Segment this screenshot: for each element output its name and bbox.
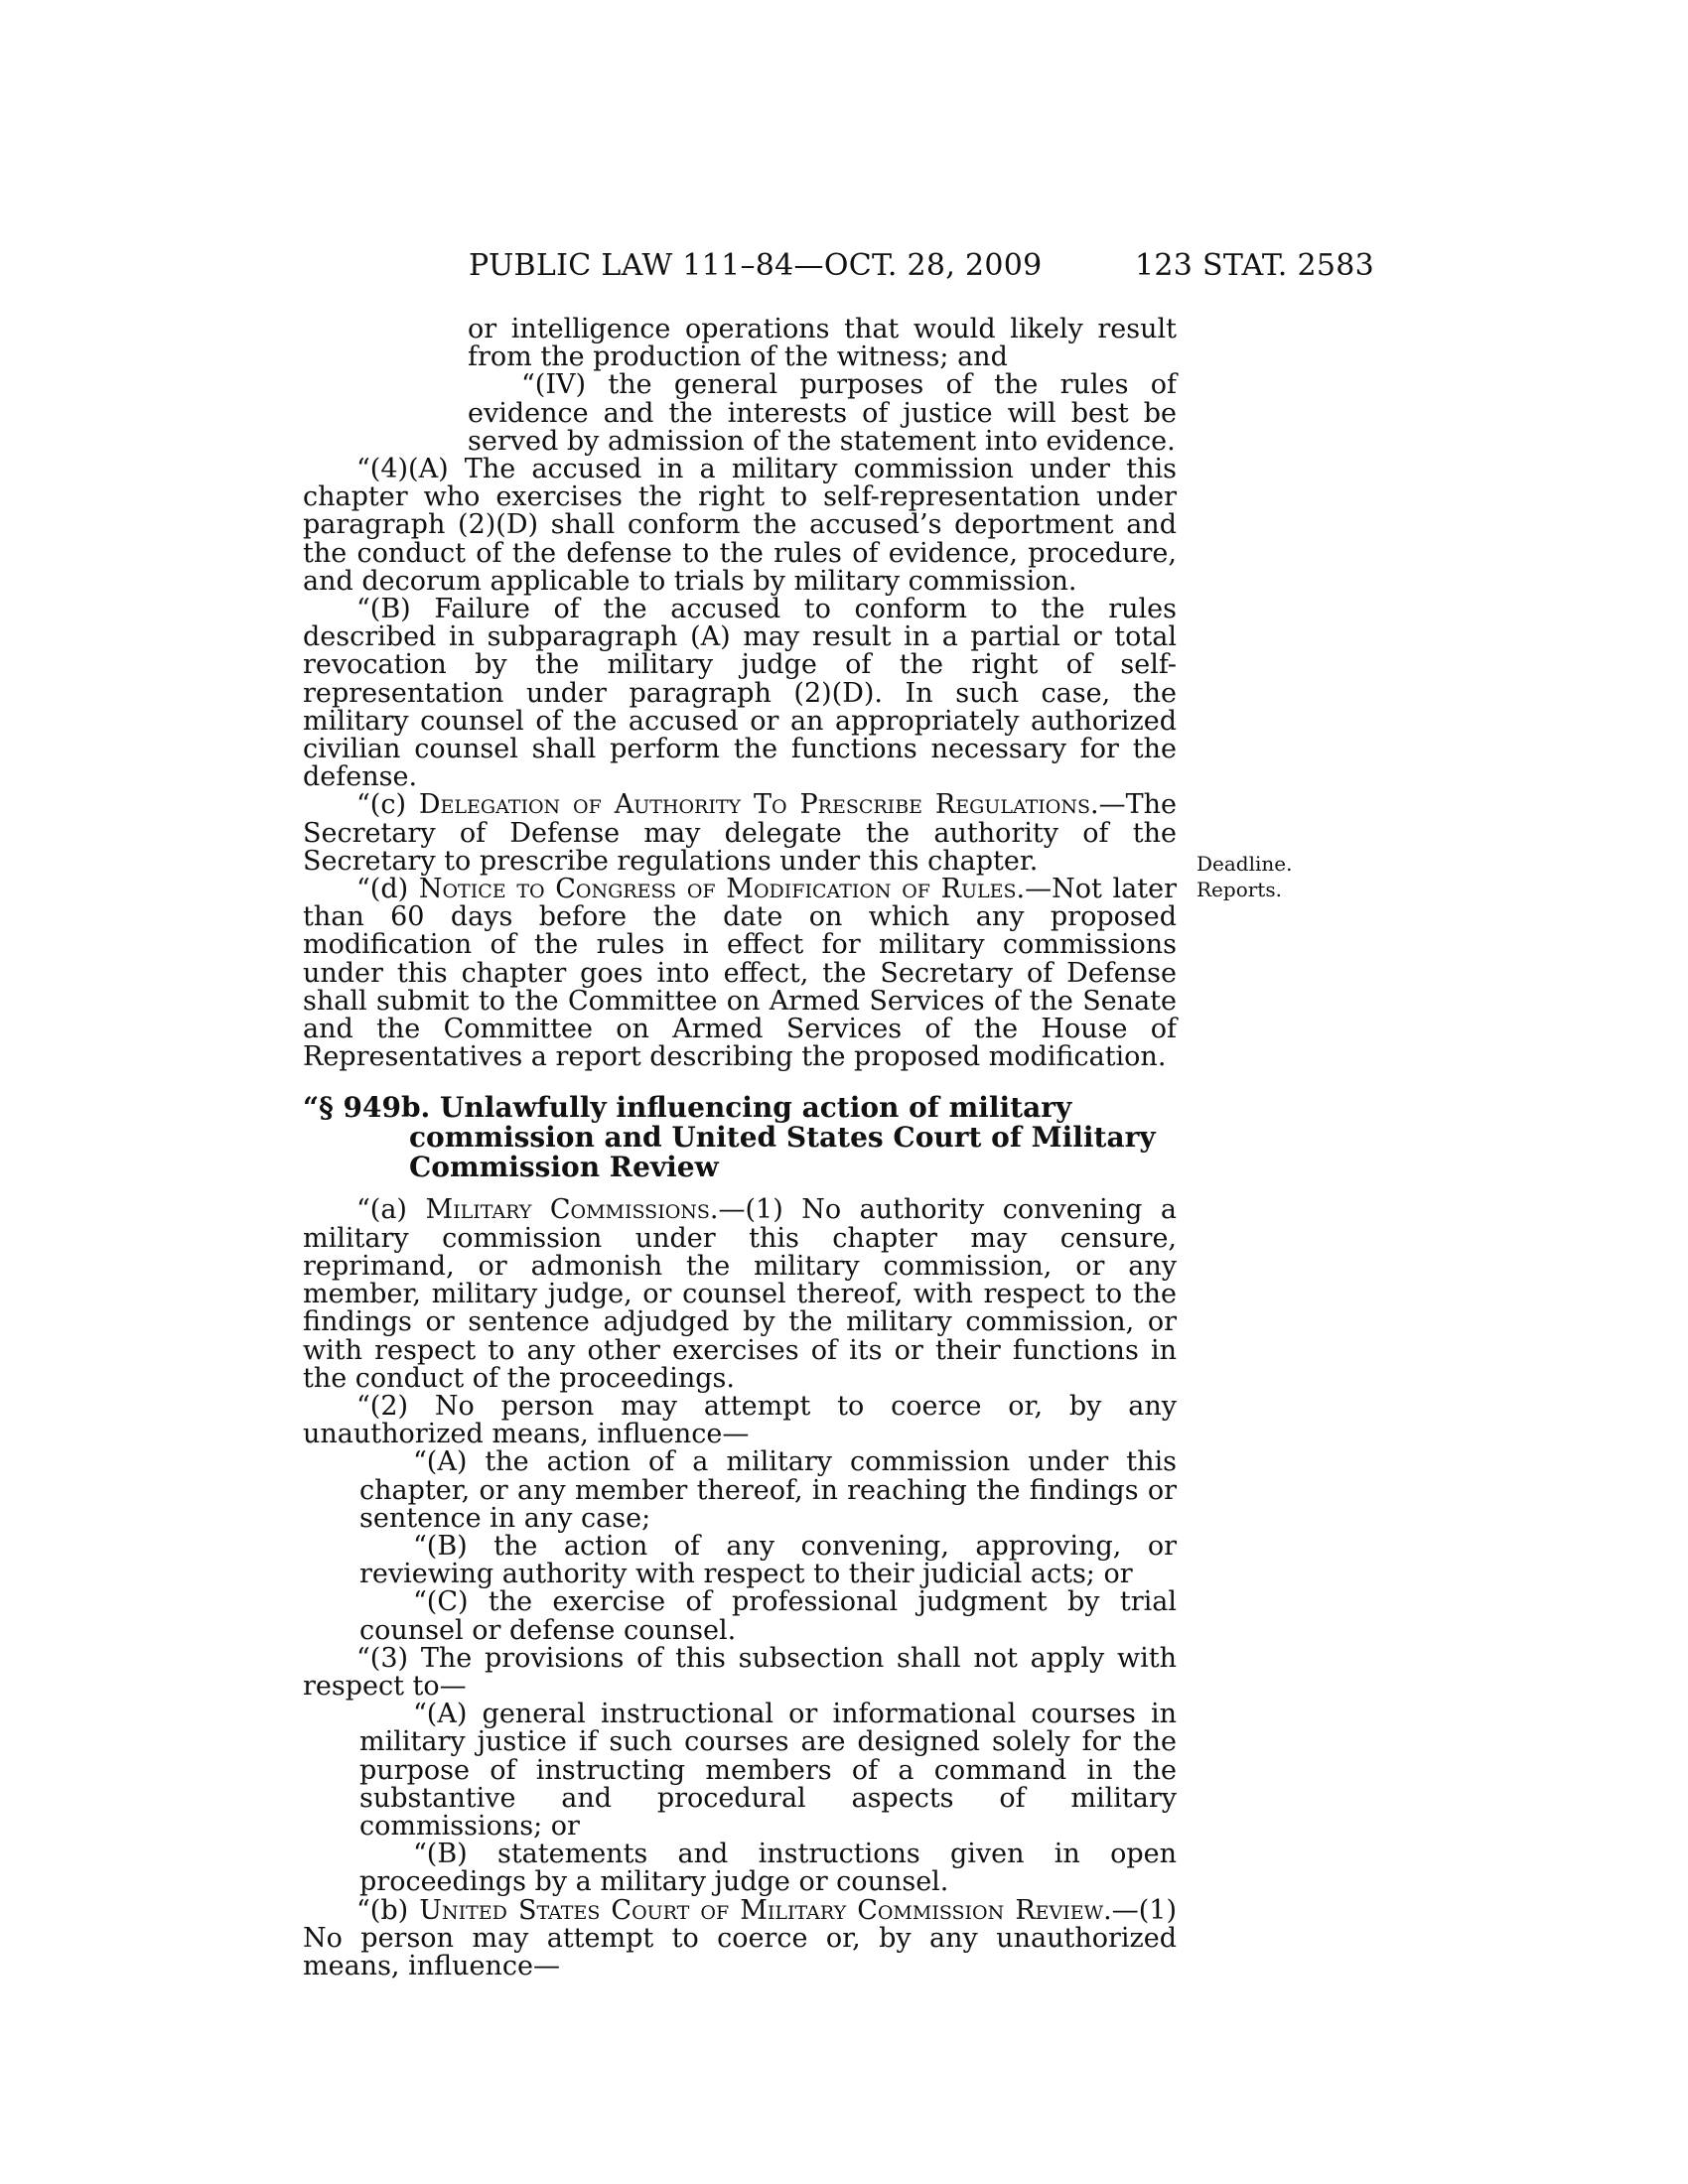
paragraph-a-military-commissions [303,1196,1177,1392]
paragraph-text: —The Secretary of Defense may delegate the authority of the Secretary to prescribe regulations under this chapter. [303,789,1177,877]
paragraph-lead: “(a) [356,1194,426,1226]
paragraph-lead: “(b) [356,1894,420,1926]
paragraph-a2: “(2) No person may attempt to coerce or, by any unauthorized means, influence— [303,1390,1177,1450]
paragraph-a3-B: “(B) statements and instructions given in open proceedings by a military judge or counsel. [359,1839,1177,1898]
paragraph-4b: “(B) Failure of the accused to conform to the rules described in subparagraph (A) may result in a partial or total revocation by the military judge of the right of self-representation under paragraph (2)(D). In such case, the military counsel of the accused or an appropriately authorized civilian counsel shall perform the functions necessary for the defense. [303,594,1177,793]
paragraph-text: —(1) No authority convening a military commission under this chapter may censure, reprimand, or admonish the military commission, or any member, military judge, or counsel thereof, with respect to the findings or sentence adjudged by the military commission, or with respect to any other exercises of its or their functions in the conduct of the proceedings. [303,1194,1178,1394]
margin-note-deadline: Deadline. [1196,852,1293,876]
paragraph-b-court-review [303,1894,1177,1981]
section-heading-949b: “§ 949b. Unlawfully influencing action of military commission and United States Court of Military Commission Review [303,1091,1156,1184]
running-header-left: PUBLIC LAW 111–84—OCT. 28, 2009 [469,248,1043,283]
paragraph-text: —(1) No person may attempt to coerce or, by any unauthorized means, influence— [303,1894,1177,1981]
paragraph-a3-A: “(A) general instructional or informational courses in military justice if such courses are designed solely for the purpose of instructing members of a command in the substantive and procedural aspects of military commissions; or [359,1699,1177,1842]
paragraph-c-delegation [303,791,1177,876]
document-body [303,316,1177,1980]
paragraph-lead: “(c) [356,789,419,821]
paragraph-continuation: or intelligence operations that would likely result from the production of the witness; and [468,314,1177,373]
paragraph-d-notice [303,876,1177,1071]
margin-notes [1196,851,1292,902]
margin-note-reports: Reports. [1196,878,1282,901]
paragraph-4a: “(4)(A) The accused in a military commission under this chapter who exercises the right to self-representation under paragraph (2)(D) shall conform the accused’s deportment and the conduct of the defense to the rules of evidence, procedure, and decorum applicable to trials by military commission. [303,454,1177,597]
subsection-heading: Notice to Congress of Modification of Rules. [418,874,1026,905]
paragraph-a2-A: “(A) the action of a military commission under this chapter, or any member thereof, in reaching the findings or sentence in any case; [359,1446,1177,1534]
paragraph-a3: “(3) The provisions of this subsection shall not apply with respect to— [303,1642,1177,1702]
subsection-heading: Delegation of Authority To Prescribe Regulations. [418,789,1099,821]
paragraph-lead: “(d) [356,874,419,905]
running-header-right: 123 STAT. 2583 [1135,248,1374,283]
paragraph-a2-C: “(C) the exercise of professional judgment by trial counsel or defense counsel. [359,1586,1177,1646]
paragraph-a2-B: “(B) the action of any convening, approving, or reviewing authority with respect to their judicial acts; or [359,1530,1177,1590]
paragraph-text: —Not later than 60 days before the date on which any proposed modification of the rules in effect for military commissions under this chapter goes into effect, the Secretary of Defense shall submit to the Committee on Armed Services of the Senate and the Committee on Armed Services of the House of Representatives a report describing the proposed modification. [303,874,1177,1073]
subsection-heading: Military Commissions. [425,1194,719,1226]
paragraph-clause-iv: “(IV) the general purposes of the rules of evidence and the interests of justice will best be served by admission of the statement into evidence. [468,369,1177,457]
subsection-heading: United States Court of Military Commission Review. [419,1894,1112,1926]
